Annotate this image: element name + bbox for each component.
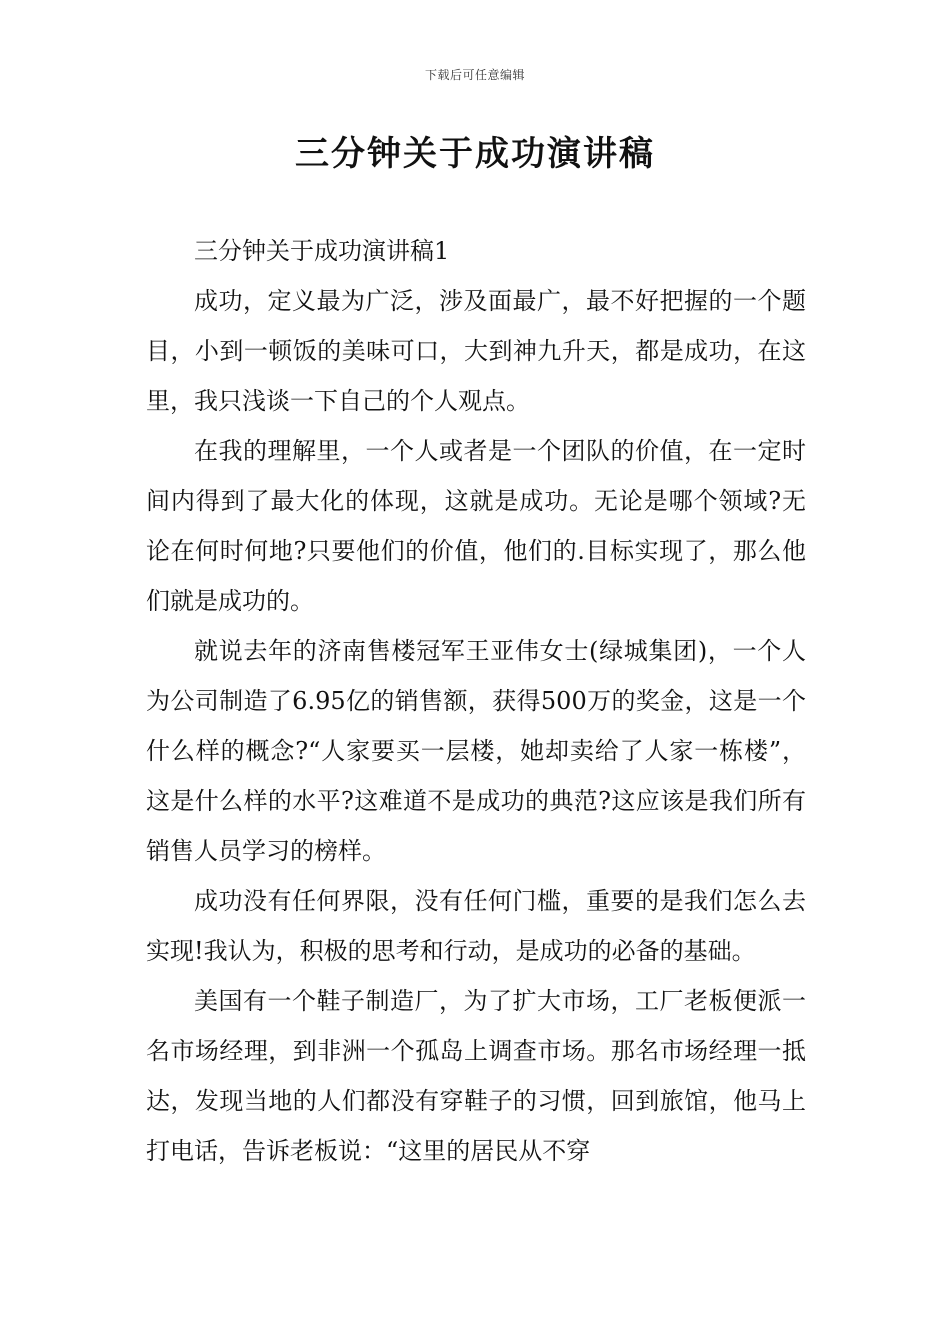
paragraph-1: 成功，定义最为广泛，涉及面最广，最不好把握的一个题目，小到一顿饭的美味可口，大到神九升天，都是成功，在这里，我只浅谈一下自己的个人观点。 (146, 287, 806, 415)
paragraph-2: 在我的理解里，一个人或者是一个团队的价值，在一定时间内得到了最大化的体现，这就是成功。无论是哪个领域?无论在何时何地?只要他们的价值，他们的.目标实现了，那么他们就是成功的。 (146, 437, 806, 615)
paragraph-3: 就说去年的济南售楼冠军王亚伟女士(绿城集团)，一个人为公司制造了6.95亿的销售额，获得500万的奖金，这是一个什么样的概念?“人家要买一层楼，她却卖给了人家一栋楼”，这是什么样的水平?这难道不是成功的典范?这应该是我们所有销售人员学习的榜样。 (146, 637, 806, 865)
header-note: 下载后可任意编辑 (424, 68, 525, 82)
paragraph-4: 成功没有任何界限，没有任何门槛，重要的是我们怎么去实现!我认为，积极的思考和行动，是成功的必备的基础。 (146, 887, 806, 965)
document-body (146, 226, 806, 1176)
paragraph-5: 美国有一个鞋子制造厂，为了扩大市场，工厂老板便派一名市场经理，到非洲一个孤岛上调查市场。那名市场经理一抵达，发现当地的人们都没有穿鞋子的习惯，回到旅馆，他马上打电话，告诉老板说：“这里的居民从不穿 (146, 987, 806, 1165)
document-title: 三分钟关于成功演讲稿 (295, 134, 655, 174)
section-heading: 三分钟关于成功演讲稿1 (194, 237, 450, 265)
